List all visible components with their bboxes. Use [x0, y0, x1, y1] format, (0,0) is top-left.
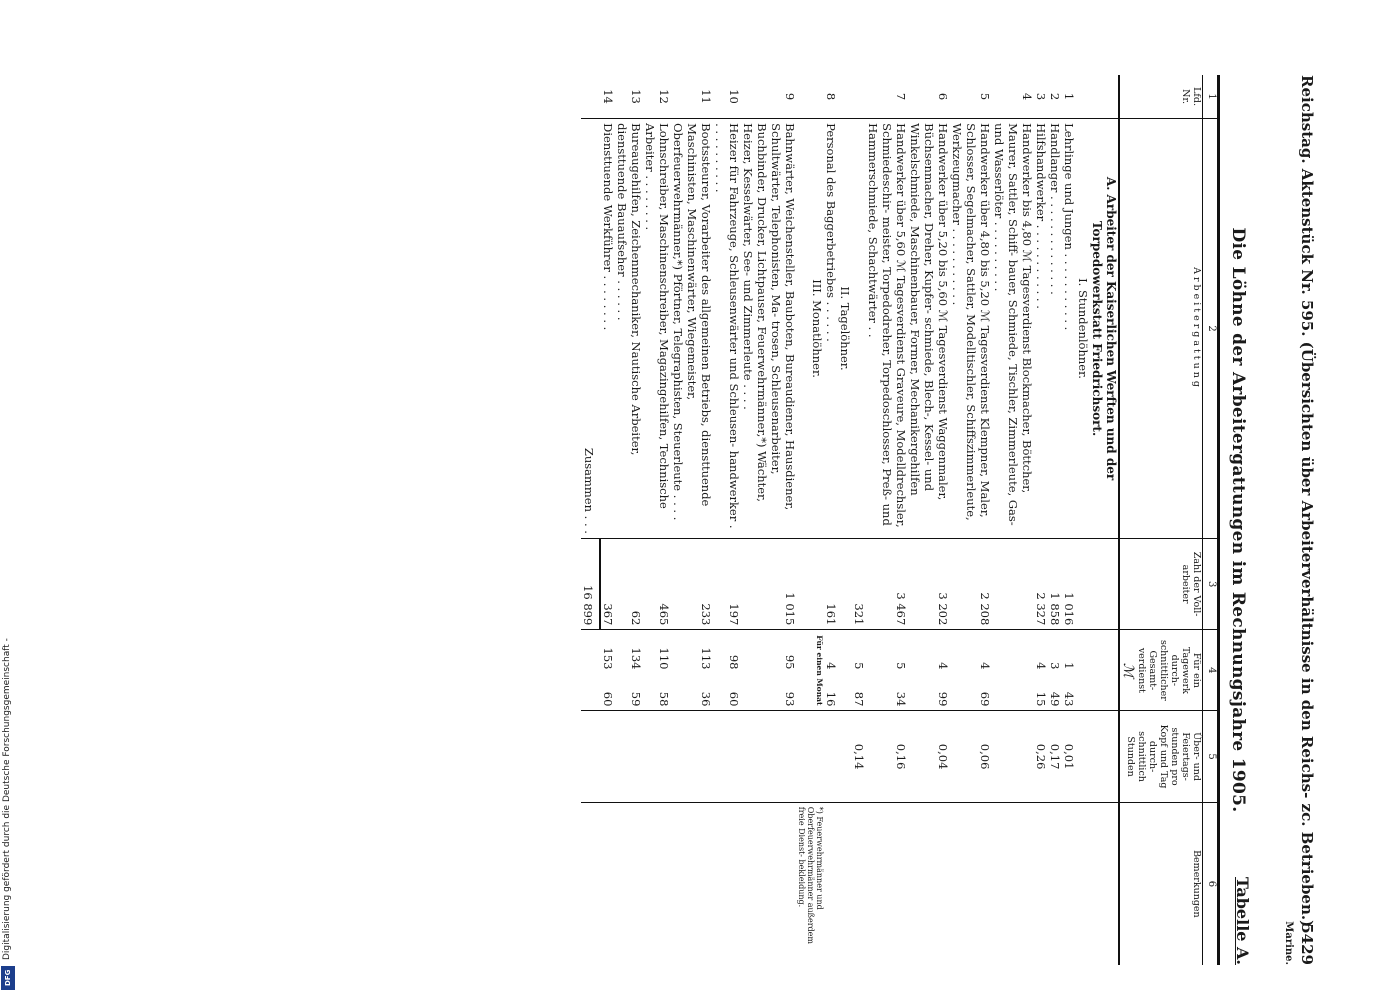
pfennig-cell: 69	[950, 673, 992, 710]
zahl-cell: 1 016	[1062, 538, 1076, 629]
sub-ii-row	[838, 75, 852, 965]
pfennig-cell: 60	[713, 673, 741, 710]
zusammen-label: Zusammen . . .	[581, 119, 600, 539]
row-description: Bureaugehilfen, Zeichenmechaniker, Nautische Arbeiter, diensttuende Bauaufseher . . . . . .	[615, 119, 643, 539]
row-number: 4	[992, 75, 1034, 119]
sub-iii-row	[797, 75, 824, 965]
row-number: 7	[866, 75, 908, 119]
table-row	[1062, 75, 1076, 965]
row-description: Diensttuende Werkführer . . . . . . . .	[600, 119, 615, 539]
header-stunden: Über- und Feiertags- stunden pro Kopf und Tag durch- schnittlich Stunden	[1119, 711, 1203, 802]
table-row	[671, 75, 713, 965]
row-description: Handwerker über 4,80 bis 5,20 ℳ Tagesverdienst Klempner, Maler, Schlosser, Segelmacher, Sattler, Modelltischler, Schiffszimmerleute, Werkzeugmacher . . . . . . . . . . .	[950, 119, 992, 539]
row-description: Bootssteurer, Vorarbeiter des allgemeinen Betriebs, diensttuende Maschinisten, Maschinenwärter, Wiegemeister, Oberfeuerwehrmänner,*) Pförtner, Telegraphisten, Steuerleute . . . .	[671, 119, 713, 539]
page-number: 5429	[1298, 923, 1316, 965]
marine-label: Marine.	[1283, 921, 1294, 965]
row-description: Hilfshandwerker . . . . . . . . . . . .	[1034, 119, 1048, 539]
colnum: 3	[1203, 538, 1219, 629]
pfennig-cell: 58	[643, 673, 671, 710]
zahl-cell: 2 208	[950, 538, 992, 629]
pfennig-cell: 49	[1048, 673, 1062, 710]
zahl-cell: 197	[713, 538, 741, 629]
table-row	[1048, 75, 1062, 965]
wage-table	[581, 75, 1220, 965]
rotated-document-page	[75, 75, 1320, 965]
stunden-cell: 0,16	[866, 711, 908, 802]
zusammen-value: 16 899	[581, 538, 600, 629]
row-description: Lohnschreiber, Maschinenschreiber, Magazingehilfen, Technische Arbeiter . . . . . . . .	[643, 119, 671, 539]
row-description: Handwerker über 5,20 bis 5,60 ℳ Tagesverdienst Waggenmaler, Büchsenmacher, Dreher, Kupfer- schmiede, Blech-, Kessel- und Winkelschmiede, Maschinenbauer, Former, Mechanikergehilfen	[908, 119, 950, 539]
remark-cell	[671, 802, 713, 965]
remark-cell	[908, 802, 950, 965]
zahl-cell: 321	[852, 538, 866, 629]
stunden-cell	[671, 711, 713, 802]
per-month-label: Für einen Monat	[797, 630, 824, 711]
row-description: Bahnwärter, Weichensteller, Bauboten, Bureaudiener, Hausdiener, Schultwärter, Telephonisten, Ma- trosen, Schleusenarbeiter, Buchbinder, Drucker, Lichtpauser, Feuerwehrmänner,*) Wächter, Heizer, Kesselwärter, See- und Zimmerleute . . . .	[741, 119, 797, 539]
zahl-cell: 161	[824, 538, 838, 629]
remark-cell	[713, 802, 741, 965]
mark-cell: 95	[783, 654, 797, 670]
mark-cell: 113	[699, 647, 713, 670]
mark-cell: 5	[894, 662, 908, 670]
row-number: 1	[1062, 75, 1076, 119]
stunden-cell	[824, 711, 838, 802]
mark-cell: 4	[978, 662, 992, 670]
table-row	[992, 75, 1034, 965]
mark-cell: 153	[601, 647, 615, 670]
pfennig-cell: 99	[908, 673, 950, 710]
row-number: 10	[713, 75, 741, 119]
table-row	[866, 75, 908, 965]
remark-cell	[615, 802, 643, 965]
header-row	[1119, 75, 1203, 965]
mark-cell	[992, 630, 1034, 674]
zahl-cell: 3 467	[866, 538, 908, 629]
stunden-cell	[741, 711, 797, 802]
sub-i-title: I. Stundenlöhner.	[1076, 119, 1090, 539]
colnum: 2	[1203, 119, 1219, 539]
stundenloehner-rows	[866, 75, 1076, 965]
row-number: 3	[1034, 75, 1048, 119]
pfennig-cell: 87	[852, 673, 866, 710]
remark-cell	[992, 802, 1034, 965]
header-lohn-text: Für ein Tagewerk durch- schnittlicher Gesamt- verdienst	[1136, 639, 1202, 701]
footnote: *) Feuerwehrmänner und Oberfeuerwehrmänner außerdem freie Dienst- bekleidung.	[797, 806, 824, 944]
pfennig-cell: 93	[741, 673, 797, 710]
section-a-row	[1090, 75, 1119, 965]
stunden-cell: 0,06	[950, 711, 992, 802]
remark-cell	[1048, 802, 1062, 965]
colnum: 1	[1203, 75, 1219, 119]
column-number-row	[1203, 75, 1219, 965]
row-number: 5	[950, 75, 992, 119]
row-number: 2	[1048, 75, 1062, 119]
mark-cell: 4	[824, 662, 838, 670]
remark-cell	[643, 802, 671, 965]
remark-cell	[1062, 802, 1076, 965]
row-description: Lehrlinge und Jungen . . . . . . . . . . .	[1062, 119, 1076, 539]
zahl-cell: 2 327	[1034, 538, 1048, 629]
row-number: 6	[908, 75, 950, 119]
sub-ii-title: II. Tagelöhner.	[838, 119, 852, 539]
sub-iii-title: III. Monatlöhner.	[797, 119, 824, 539]
stunden-cell	[643, 711, 671, 802]
zusammen-row	[581, 75, 600, 965]
stunden-cell: 0,17	[1048, 711, 1062, 802]
sub-i-row	[1076, 75, 1090, 965]
table-row	[643, 75, 671, 965]
table-row	[741, 75, 797, 965]
monatloehner-rows	[600, 75, 797, 965]
row-number: 8	[824, 75, 838, 119]
header-arbeitergattung: Arbeitergattung	[1119, 119, 1203, 539]
remark-cell	[824, 802, 838, 965]
zahl-cell: 233	[671, 538, 713, 629]
row-number: 14	[600, 75, 615, 119]
header-lfd-nr: Lfd. Nr.	[1119, 75, 1203, 119]
stunden-cell	[615, 711, 643, 802]
table-row	[908, 75, 950, 965]
stunden-cell: 0,26	[1034, 711, 1048, 802]
remark-cell	[741, 802, 797, 965]
page-title: Die Löhne der Arbeitergattungen im Rechnungsjahre 1905.	[1228, 227, 1248, 813]
stunden-cell: 0,14	[852, 711, 866, 802]
table-row	[713, 75, 741, 965]
pfennig-cell: 60	[600, 673, 615, 710]
mark-cell: 4	[1034, 662, 1048, 670]
header-lohn	[1119, 630, 1203, 711]
digitization-note	[0, 0, 22, 1000]
remark-cell	[866, 802, 908, 965]
colnum: 5	[1203, 711, 1219, 802]
remark-cell	[950, 802, 992, 965]
row-description: Handwerker bis 4,80 ℳ Tagesverdienst Blockmacher, Böttcher, Maurer, Sattler, Schiff- bauer, Schmiede, Tischler, Zimmerleute, Gas- und Wasserlöter . . . . . . . . . .	[992, 119, 1034, 539]
table-row	[1034, 75, 1048, 965]
mark-cell: 5	[852, 662, 866, 670]
zahl-cell: 465	[643, 538, 671, 629]
table-row	[600, 75, 615, 965]
colnum: 6	[1203, 802, 1219, 965]
header-zahl: Zahl der Voll- arbeiter	[1119, 538, 1203, 629]
table-row	[615, 75, 643, 965]
tabelle-label: Tabelle A.	[1233, 877, 1252, 965]
row-description: Heizer für Fahrzeuge, Schleusenwärter und Schleusen- handwerker . . . . . . . . . . .	[713, 119, 741, 539]
mark-cell: 4	[936, 662, 950, 670]
zahl-cell: 3 202	[908, 538, 950, 629]
dfg-logo: DFG	[1, 966, 15, 990]
mark-cell: 98	[727, 654, 741, 670]
extra-row	[852, 75, 866, 965]
row-number: 9	[741, 75, 797, 119]
row-number: 12	[643, 75, 671, 119]
zahl-cell	[992, 538, 1034, 629]
stunden-cell	[713, 711, 741, 802]
stunden-cell	[600, 711, 615, 802]
header-bemerkungen: Bemerkungen	[1119, 802, 1203, 965]
pfennig-cell: 34	[866, 673, 908, 710]
mark-unit: ℳ	[1120, 662, 1136, 678]
stunden-cell: 0,04	[908, 711, 950, 802]
colnum: 4	[1203, 630, 1219, 711]
stunden-cell: 0,01	[1062, 711, 1076, 802]
zahl-cell: 62	[615, 538, 643, 629]
remark-cell	[1034, 802, 1048, 965]
row-description: Handwerker über 5,60 ℳ Tagesverdienst Graveure, Modelldrechsler, Schmiedeschir- meister, Torpedodreher, Torpedoschlosser, Preß- und Hammerschmiede, Schachtwärter . .	[866, 119, 908, 539]
pfennig-cell: 16	[824, 673, 838, 710]
table-row	[950, 75, 992, 965]
header-left: Reichstag. Aktenstück Nr. 595. (Übersichten über Arbeiterverhältnisse in den Reichs- zc. Betrieben.)	[1298, 75, 1316, 928]
tageloehner-rows	[824, 75, 838, 965]
pfennig-cell: 15	[1034, 673, 1048, 710]
stunden-cell	[992, 711, 1034, 802]
table-row	[824, 75, 838, 965]
page-header	[1283, 75, 1320, 965]
zahl-cell: 367	[600, 538, 615, 629]
zahl-cell: 1 858	[1048, 538, 1062, 629]
row-number: 13	[615, 75, 643, 119]
pfennig-cell: 59	[615, 673, 643, 710]
remark-cell	[600, 802, 615, 965]
mark-cell: 110	[657, 647, 671, 670]
pfennig-cell: 43	[1062, 673, 1076, 710]
pfennig-cell: 36	[671, 673, 713, 710]
mark-cell: 134	[629, 647, 643, 670]
digitization-note-text: Digitalisierung gefördert durch die Deutsche Forschungsgemeinschaft -	[2, 638, 12, 960]
mark-cell: 1	[1062, 662, 1076, 670]
row-description: Personal des Baggerbetriebes . . . . . .	[824, 119, 838, 539]
row-description: Handlanger . . . . . . . . . . . . . .	[1048, 119, 1062, 539]
row-number: 11	[671, 75, 713, 119]
zahl-cell: 1 015	[741, 538, 797, 629]
mark-cell: 3	[1048, 662, 1062, 670]
section-a-title: A. Arbeiter der Kaiserlichen Werften und der Torpedowerkstatt Friedrichsort.	[1090, 119, 1119, 539]
pfennig-cell	[992, 673, 1034, 710]
